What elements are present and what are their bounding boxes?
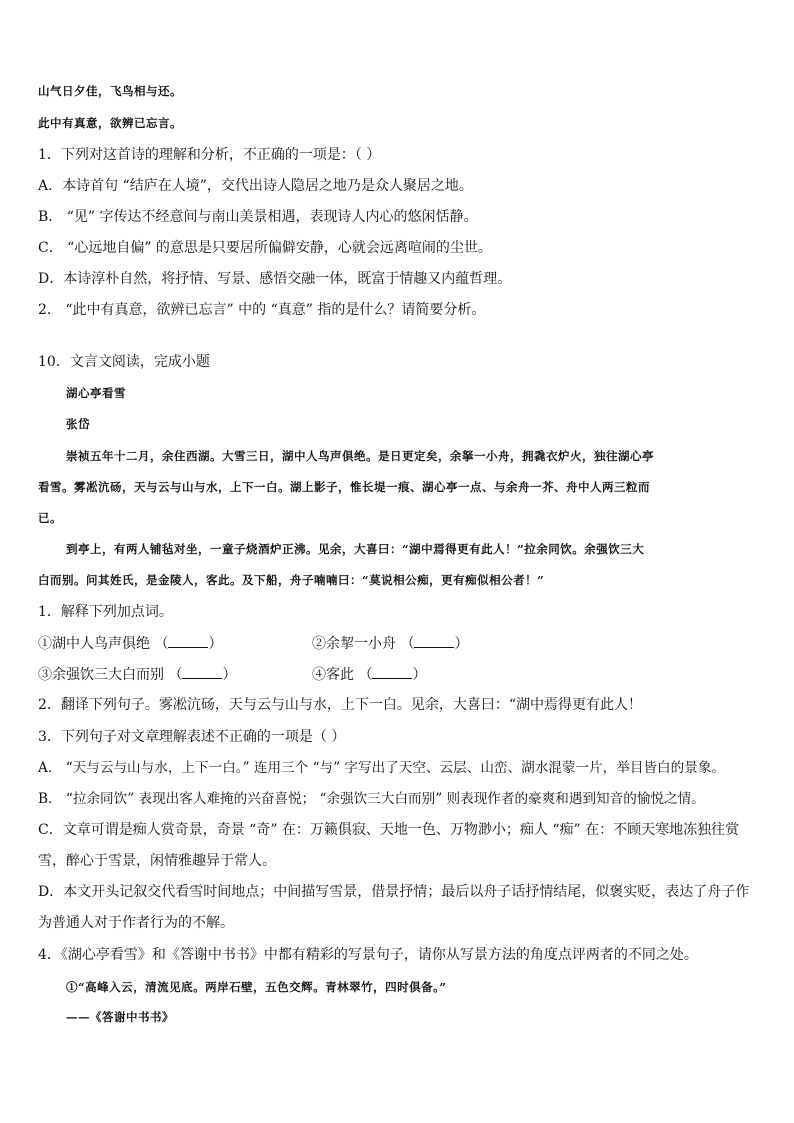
passage-line: 已。: [38, 511, 62, 525]
option-c-cont: 雪，醉心于雪景，闲情雅趣异于常人。: [38, 853, 276, 869]
text-title: 湖心亭看雪: [66, 386, 126, 400]
option-c: C． “心远地自偏” 的意思是只要居所偏僻安静，心就会远离喧闹的尘世。: [38, 240, 492, 256]
passage-line: 看雪。雾凇沆砀，天与云与山与水，上下一白。湖上影子，惟长堤一痕、湖心亭一点、与余舟一芥、舟中人两三粒而: [38, 480, 650, 494]
poem-line: 山气日夕佳，飞鸟相与还。: [38, 84, 182, 98]
question-4: 4．《湖心亭看雪》和《答谢中书书》中都有精彩的写景句子，请你从写景方法的角度点评两者的不同之处。: [38, 947, 698, 963]
quote-line: ①“高峰入云，清流见底。两岸石壁，五色交辉。青林翠竹，四时俱备。”: [66, 980, 447, 994]
quote-source: ——《答谢中书书》: [66, 1010, 174, 1024]
blank-item: [312, 664, 426, 685]
poem-line: 此中有真意，欲辨已忘言。: [38, 116, 182, 130]
question-2: 2． “此中有真意，欲辨已忘言” 中的 “真意” 指的是什么？请简要分析。: [38, 302, 486, 318]
blank-label: ④客此 （: [312, 667, 373, 683]
blank-close: ）: [222, 667, 237, 683]
answer-blank[interactable]: [414, 633, 454, 648]
blank-label: ①湖中人鸟声俱绝 （: [38, 636, 169, 652]
answer-blank[interactable]: [168, 633, 208, 648]
passage-line: 崇祯五年十二月，余住西湖。大雪三日，湖中人鸟声俱绝。是日更定矣，余拏一小舟，拥毳衣炉火，独往湖心亭: [66, 449, 654, 463]
blank-item: [38, 664, 236, 685]
passage-line: 到亭上，有两人铺毡对坐，一童子烧酒炉正沸。见余，大喜曰：“湖中焉得更有此人！”拉余同饮。余强饮三大: [66, 542, 645, 556]
question-1: 1．下列对这首诗的理解和分析，不正确的一项是：（ ）: [38, 147, 381, 163]
section-heading: 10．文言文阅读，完成小题: [38, 354, 210, 370]
blank-item: [38, 633, 222, 654]
question-1: 1．解释下列加点词。: [38, 604, 173, 620]
blank-close: ）: [412, 667, 427, 683]
blank-close: ）: [208, 636, 223, 652]
blank-label: ③余强饮三大白而别 （: [38, 667, 183, 683]
option-b: B． “见” 字传达不经意间与南山美景相遇，表现诗人内心的悠闲恬静。: [38, 209, 478, 225]
option-c: C．文章可谓是痴人赏奇景，奇景 “奇” 在：万籁俱寂、天地一色、万物渺小；痴人 “痴” 在：不顾天寒地冻独往赏: [38, 822, 740, 838]
text-author: 张岱: [66, 417, 90, 431]
option-a: A．本诗首句 “结庐在人境”，交代出诗人隐居之地乃是众人聚居之地。: [38, 178, 473, 194]
answer-blank[interactable]: [372, 664, 412, 679]
blank-label: ②余挈一小舟 （: [312, 636, 415, 652]
option-d: D．本文开头记叙交代看雪时间地点；中间描写雪景，借景抒情；最后以舟子话抒情结尾，似褒实贬，表达了舟子作: [38, 884, 750, 900]
blank-item: [312, 633, 468, 654]
option-b: B． “拉余同饮” 表现出客人难掩的兴奋喜悦； “余强饮三大白而别” 则表现作者的豪爽和遇到知音的愉悦之情。: [38, 791, 705, 807]
passage-line: 白而别。问其姓氏，是金陵人，客此。及下船，舟子喃喃曰：“莫说相公痴，更有痴似相公者！”: [38, 573, 545, 587]
option-d: D．本诗淳朴自然，将抒情、写景、感悟交融一体，既富于情趣又内蕴哲理。: [38, 271, 512, 287]
question-2: 2．翻译下列句子。雾凇沆砀，天与云与山与水，上下一白。见余，大喜曰：“湖中焉得更有此人！: [38, 697, 643, 713]
option-d-cont: 为普通人对于作者行为的不解。: [38, 915, 234, 931]
answer-blank[interactable]: [182, 664, 222, 679]
question-3: 3．下列句子对文章理解表述不正确的一项是（ ）: [38, 729, 346, 745]
option-a: A． “天与云与山与水，上下一白。” 连用三个 “与” 字写出了天空、云层、山峦、湖水混蒙一片，举目皆白的景象。: [38, 760, 726, 776]
blank-close: ）: [454, 636, 469, 652]
